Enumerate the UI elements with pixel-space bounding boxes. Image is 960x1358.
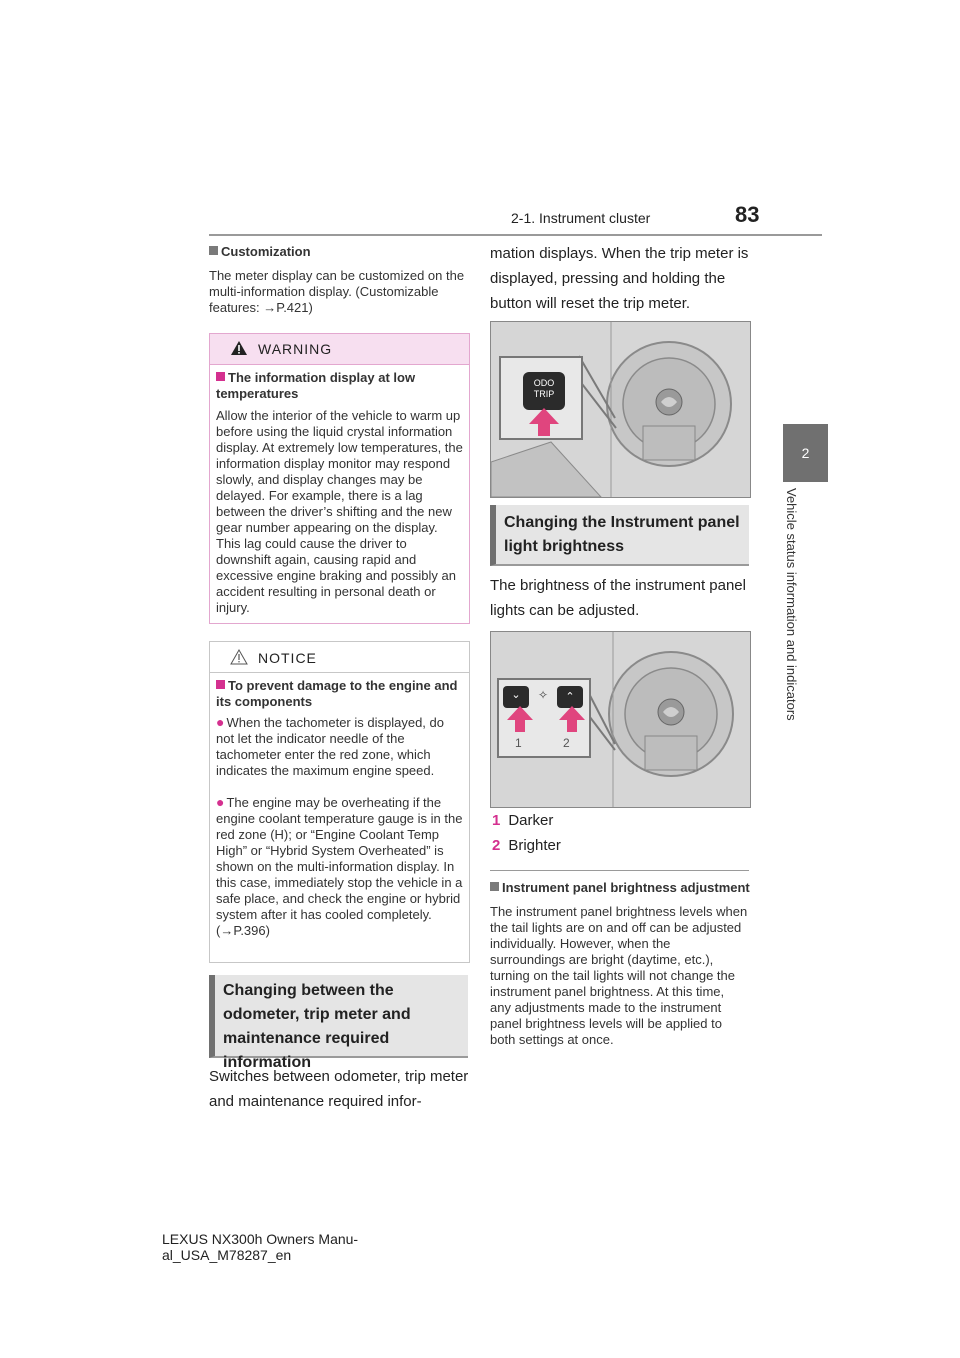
notice-box (209, 641, 470, 963)
customization-heading: Customization (221, 244, 311, 259)
page-number: 83 (735, 202, 760, 227)
warning-subheading-row (216, 370, 461, 402)
odo-trip-button (523, 372, 565, 410)
footer (162, 1231, 462, 1263)
list-item (492, 833, 732, 858)
button-callout (499, 356, 583, 440)
pink-arrow-icon (557, 704, 587, 734)
list-item (492, 808, 732, 833)
notice-subheading-row (216, 678, 464, 710)
pink-arrow-icon (527, 406, 561, 438)
square-bullet-icon (209, 246, 218, 255)
brightness-illustration (490, 631, 751, 808)
callout-number-1: 1 (515, 736, 522, 750)
chevron-up-icon: ⌃ (557, 686, 583, 708)
footer-line-1: LEXUS NX300h Owners Manu- (162, 1231, 359, 1247)
customization-heading-row (209, 244, 469, 260)
warning-box (209, 333, 470, 624)
odometer-section-title: Changing between the odometer, trip meter and maintenance required information (223, 982, 411, 1071)
list-label: Brighter (508, 837, 561, 854)
warning-header (210, 334, 469, 364)
chapter-side-title-wrap (777, 488, 801, 748)
notice-bullet-2 (216, 794, 464, 939)
divider (490, 870, 749, 871)
customization-body: The meter display can be customized on the multi-information display. (Customizable features: →P.421) (209, 268, 465, 315)
adjustment-heading: Instrument panel brightness adjustment (502, 880, 750, 895)
square-bullet-icon (490, 882, 499, 891)
notice-triangle-icon (230, 649, 248, 665)
dimmer-callout (497, 678, 591, 758)
circle-bullet-icon: ● (216, 714, 225, 730)
odo-label: ODO (533, 378, 555, 388)
brightness-section-title: Changing the Instrument panel light brightness (504, 514, 740, 555)
chevron-down-icon: ⌄ (503, 686, 529, 708)
odometer-section-header (209, 975, 468, 1071)
footer-line-2: al_USA_M78287_en (162, 1247, 292, 1263)
brightness-section-header (490, 505, 749, 566)
running-header-section: 2-1. Instrument cluster (511, 210, 651, 226)
odo-trip-illustration (490, 321, 751, 498)
adjustment-body: The instrument panel brightness levels when the tail lights are on and off can be adjusted individually. However, when the surroundings are bright (daytime, etc.), turning on the tail lights will not change the instrument panel brightness. At this time, any adjustments made to the instrument panel brightness levels will be applied to both settings at once. (490, 904, 748, 1047)
dimmer-icon: ✧ (537, 688, 549, 702)
odometer-body-1: Switches between odometer, trip meter and maintenance required infor- (209, 1068, 469, 1110)
list-number: 2 (492, 837, 501, 854)
notice-title: NOTICE (258, 650, 317, 666)
warning-title: WARNING (258, 341, 333, 357)
list-label: Darker (508, 812, 554, 829)
chapter-side-title: Vehicle status information and indicators (784, 488, 799, 721)
square-bullet-icon (216, 372, 225, 381)
pink-arrow-icon (505, 704, 535, 734)
notice-rule (210, 672, 469, 673)
notice-subheading: To prevent damage to the engine and its components (216, 678, 458, 709)
warning-body: Allow the interior of the vehicle to warm up before using the liquid crystal information display. At extremely low temperatures, the information display monitor may respond slowly, and display changes may be delayed. For example, there is a lag between the driver’s shifting and the new gear number appearing on the display. This lag could cause the driver to downshift again, causing rapid and excessive engine braking and possibly an accident resulting in personal death or injury. (216, 408, 463, 615)
circle-bullet-icon: ● (216, 794, 225, 810)
notice-bullet-1 (216, 714, 464, 779)
notice-bullet-text: The engine may be overheating if the engine coolant temperature gauge is in the red zone (H); or “Engine Coolant Temp High” or “Hybrid System Overheated” is shown on the multi-information display. In this case, immediately stop the vehicle in a safe place, and check the engine or hybrid system after it has cooled completely. (→P.396) (216, 795, 463, 938)
square-bullet-icon (216, 680, 225, 689)
warning-subheading: The information display at low temperatures (216, 370, 416, 401)
warning-triangle-icon (230, 340, 248, 356)
callout-number-2: 2 (563, 736, 570, 750)
trip-label: TRIP (533, 389, 555, 399)
odometer-body-2: mation displays. When the trip meter is displayed, pressing and holding the button will reset the trip meter. (490, 245, 749, 312)
chapter-tab: 2 (783, 424, 828, 482)
brightness-body: The brightness of the instrument panel lights can be adjusted. (490, 577, 746, 619)
header-rule (209, 234, 822, 236)
notice-bullet-text: When the tachometer is displayed, do not let the indicator needle of the tachometer enter the red zone, which indicates the maximum engine speed. (216, 715, 444, 778)
adjustment-heading-row (490, 880, 755, 896)
warning-rule (210, 364, 469, 365)
list-number: 1 (492, 812, 501, 829)
